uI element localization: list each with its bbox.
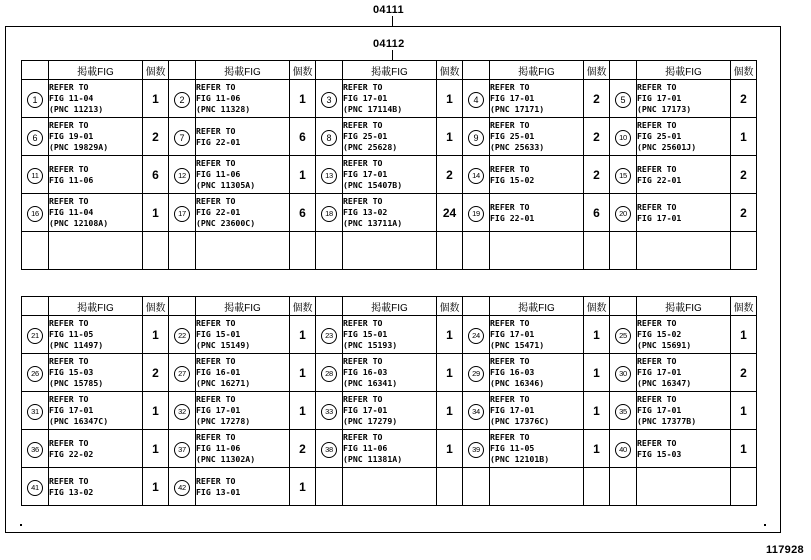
reference-cell: REFER TO FIG 15-03 [637,430,731,468]
reference-cell: REFER TO FIG 11-05 (PNC 12101B) [490,430,584,468]
item-number-cell [169,80,196,118]
item-number-cell [22,80,49,118]
header-fig: 掲載FIG [196,297,290,316]
item-number-badge: 29 [468,366,484,382]
count-cell: 6 [143,156,169,194]
item-number-badge: 35 [615,404,631,420]
item-number-badge: 22 [174,328,190,344]
count-cell: 1 [143,392,169,430]
item-number-badge: 40 [615,442,631,458]
header-blank-cell [610,61,637,80]
reference-cell: REFER TO FIG 17-01 (PNC 16347) [637,354,731,392]
table-row [22,194,757,232]
reference-cell: REFER TO FIG 22-01 (PNC 23600C) [196,194,290,232]
header-count: 個数 [731,61,757,80]
header-blank-cell [316,297,343,316]
reference-cell: REFER TO FIG 17-01 (PNC 17279) [343,392,437,430]
header-count: 個数 [290,297,316,316]
item-number-badge: 15 [615,168,631,184]
item-number-cell [610,80,637,118]
item-number-cell [610,194,637,232]
reference-cell [490,468,584,506]
count-cell [437,468,463,506]
count-cell: 1 [143,80,169,118]
count-cell: 1 [731,316,757,354]
item-number-badge: 17 [174,206,190,222]
reference-cell: REFER TO FIG 17-01 (PNC 17278) [196,392,290,430]
item-number-badge: 38 [321,442,337,458]
item-number-badge: 5 [615,92,631,108]
item-number-cell [610,430,637,468]
reference-cell: REFER TO FIG 15-03 (PNC 15785) [49,354,143,392]
reference-cell [490,232,584,270]
parts-table-2 [21,296,757,506]
count-cell: 1 [290,316,316,354]
header-blank-cell [610,297,637,316]
item-number-cell [463,468,490,506]
corner-mark-right [764,524,766,526]
reference-cell [637,468,731,506]
reference-cell: REFER TO FIG 13-02 [49,468,143,506]
count-cell [584,232,610,270]
reference-cell: REFER TO FIG 25-01 (PNC 25601J) [637,118,731,156]
item-number-cell [169,194,196,232]
count-cell: 2 [584,118,610,156]
item-number-cell [463,232,490,270]
item-number-cell [22,156,49,194]
item-number-cell [316,468,343,506]
reference-cell: REFER TO FIG 16-01 (PNC 16271) [196,354,290,392]
reference-cell: REFER TO FIG 16-03 (PNC 16346) [490,354,584,392]
count-cell [437,232,463,270]
count-cell [731,468,757,506]
parts-table-1 [21,60,757,270]
header-blank-cell [316,61,343,80]
item-number-cell [610,354,637,392]
count-cell: 2 [731,194,757,232]
header-count: 個数 [143,61,169,80]
table-row [22,392,757,430]
header-blank-cell [169,61,196,80]
item-number-badge: 28 [321,366,337,382]
item-number-badge: 21 [27,328,43,344]
item-number-badge: 24 [468,328,484,344]
count-cell [143,232,169,270]
item-number-cell [610,156,637,194]
count-cell: 2 [731,156,757,194]
count-cell: 1 [584,354,610,392]
item-number-badge: 36 [27,442,43,458]
item-number-cell [316,392,343,430]
item-number-badge: 13 [321,168,337,184]
count-cell: 2 [731,354,757,392]
item-number-badge: 41 [27,480,43,496]
header-fig: 掲載FIG [196,61,290,80]
reference-cell: REFER TO FIG 11-06 (PNC 11305A) [196,156,290,194]
count-cell: 1 [731,392,757,430]
item-number-cell [22,354,49,392]
item-number-cell [610,392,637,430]
count-cell: 1 [584,392,610,430]
item-number-badge: 32 [174,404,190,420]
reference-cell: REFER TO FIG 22-01 [196,118,290,156]
count-cell: 24 [437,194,463,232]
item-number-badge: 11 [27,168,43,184]
reference-cell: REFER TO FIG 11-06 (PNC 11302A) [196,430,290,468]
item-number-cell [316,194,343,232]
item-number-badge: 26 [27,366,43,382]
item-number-cell [463,118,490,156]
table-row [22,80,757,118]
reference-cell: REFER TO FIG 17-01 [637,194,731,232]
item-number-badge: 3 [321,92,337,108]
reference-cell: REFER TO FIG 25-01 (PNC 25633) [490,118,584,156]
count-cell: 6 [584,194,610,232]
count-cell: 6 [290,194,316,232]
header-fig: 掲載FIG [637,297,731,316]
item-number-cell [316,430,343,468]
item-number-cell [463,392,490,430]
count-cell: 1 [437,316,463,354]
item-number-badge: 8 [321,130,337,146]
item-number-badge: 37 [174,442,190,458]
header-count: 個数 [437,61,463,80]
header-fig: 掲載FIG [490,297,584,316]
reference-cell: REFER TO FIG 13-02 (PNC 13711A) [343,194,437,232]
reference-cell: REFER TO FIG 15-02 (PNC 15691) [637,316,731,354]
reference-cell: REFER TO FIG 15-01 (PNC 15149) [196,316,290,354]
reference-cell: REFER TO FIG 19-01 (PNC 19829A) [49,118,143,156]
item-number-cell [463,194,490,232]
reference-cell [196,232,290,270]
header-fig: 掲載FIG [343,297,437,316]
reference-cell: REFER TO FIG 11-06 [49,156,143,194]
item-number-cell [316,316,343,354]
count-cell: 1 [437,430,463,468]
count-cell: 6 [290,118,316,156]
reference-cell: REFER TO FIG 25-01 (PNC 25628) [343,118,437,156]
item-number-badge: 20 [615,206,631,222]
top-label: 04111 [373,4,404,16]
header-count: 個数 [143,297,169,316]
item-number-cell [169,392,196,430]
item-number-cell [316,118,343,156]
item-number-cell [22,392,49,430]
reference-cell: REFER TO FIG 15-01 (PNC 15193) [343,316,437,354]
item-number-badge: 6 [27,130,43,146]
header-fig: 掲載FIG [49,297,143,316]
count-cell: 2 [584,156,610,194]
reference-cell: REFER TO FIG 11-04 (PNC 11213) [49,80,143,118]
count-cell: 2 [143,354,169,392]
top-leader-line [392,16,393,26]
item-number-cell [22,468,49,506]
sub-label: 04112 [373,38,405,50]
reference-cell: REFER TO FIG 17-01 (PNC 17376C) [490,392,584,430]
count-cell: 1 [290,80,316,118]
count-cell: 1 [731,118,757,156]
header-fig: 掲載FIG [343,61,437,80]
item-number-cell [22,430,49,468]
count-cell: 2 [143,118,169,156]
item-number-badge: 14 [468,168,484,184]
count-cell: 1 [290,156,316,194]
item-number-badge: 31 [27,404,43,420]
count-cell: 1 [143,316,169,354]
item-number-cell [316,232,343,270]
count-cell: 1 [584,316,610,354]
header-blank-cell [463,297,490,316]
reference-cell: REFER TO FIG 17-01 (PNC 17171) [490,80,584,118]
item-number-badge: 23 [321,328,337,344]
table-row [22,118,757,156]
reference-cell: REFER TO FIG 11-05 (PNC 11497) [49,316,143,354]
item-number-cell [463,354,490,392]
item-number-badge: 7 [174,130,190,146]
count-cell: 2 [290,430,316,468]
item-number-badge: 12 [174,168,190,184]
item-number-cell [610,232,637,270]
header-blank-cell [463,61,490,80]
header-row [22,297,757,316]
table-row [22,316,757,354]
header-count: 個数 [731,297,757,316]
count-cell [731,232,757,270]
item-number-badge: 42 [174,480,190,496]
reference-cell [49,232,143,270]
header-count: 個数 [584,297,610,316]
item-number-cell [169,118,196,156]
reference-cell: REFER TO FIG 22-01 [637,156,731,194]
count-cell: 2 [731,80,757,118]
table-row [22,354,757,392]
reference-cell: REFER TO FIG 17-01 (PNC 16347C) [49,392,143,430]
reference-cell: REFER TO FIG 17-01 (PNC 17114B) [343,80,437,118]
item-number-cell [169,430,196,468]
reference-cell: REFER TO FIG 22-01 [490,194,584,232]
header-count: 個数 [290,61,316,80]
reference-cell: REFER TO FIG 16-03 (PNC 16341) [343,354,437,392]
item-number-cell [169,316,196,354]
item-number-badge: 10 [615,130,631,146]
reference-cell: REFER TO FIG 11-06 (PNC 11381A) [343,430,437,468]
footer-code: 117928 [766,544,804,556]
reference-cell: REFER TO FIG 11-04 (PNC 12108A) [49,194,143,232]
table-row [22,232,757,270]
count-cell: 1 [731,430,757,468]
reference-cell [637,232,731,270]
item-number-badge: 39 [468,442,484,458]
item-number-cell [610,316,637,354]
item-number-cell [316,354,343,392]
reference-cell: REFER TO FIG 13-01 [196,468,290,506]
item-number-cell [169,232,196,270]
count-cell: 1 [290,468,316,506]
table-row [22,430,757,468]
count-cell: 1 [143,430,169,468]
count-cell: 1 [143,194,169,232]
reference-cell [343,232,437,270]
count-cell: 1 [437,392,463,430]
item-number-badge: 4 [468,92,484,108]
sub-leader-line [392,50,393,60]
item-number-cell [22,194,49,232]
count-cell [290,232,316,270]
count-cell: 1 [584,430,610,468]
count-cell [584,468,610,506]
reference-cell: REFER TO FIG 17-01 (PNC 17377B) [637,392,731,430]
count-cell: 2 [437,156,463,194]
header-blank-cell [169,297,196,316]
header-fig: 掲載FIG [637,61,731,80]
header-blank-cell [22,297,49,316]
item-number-badge: 19 [468,206,484,222]
item-number-cell [610,118,637,156]
item-number-cell [316,80,343,118]
table-row [22,468,757,506]
count-cell: 1 [290,392,316,430]
item-number-badge: 18 [321,206,337,222]
item-number-cell [463,156,490,194]
item-number-badge: 34 [468,404,484,420]
reference-cell: REFER TO FIG 22-02 [49,430,143,468]
reference-cell [343,468,437,506]
item-number-cell [22,118,49,156]
item-number-cell [610,468,637,506]
header-fig: 掲載FIG [49,61,143,80]
item-number-cell [169,468,196,506]
item-number-badge: 1 [27,92,43,108]
item-number-badge: 2 [174,92,190,108]
reference-cell: REFER TO FIG 17-01 (PNC 15471) [490,316,584,354]
item-number-badge: 25 [615,328,631,344]
item-number-cell [169,354,196,392]
reference-cell: REFER TO FIG 17-01 (PNC 17173) [637,80,731,118]
corner-mark-left [20,524,22,526]
item-number-badge: 30 [615,366,631,382]
item-number-badge: 33 [321,404,337,420]
item-number-cell [463,80,490,118]
count-cell: 1 [437,354,463,392]
item-number-badge: 16 [27,206,43,222]
header-count: 個数 [584,61,610,80]
table-row [22,156,757,194]
count-cell: 1 [437,80,463,118]
count-cell: 2 [584,80,610,118]
header-count: 個数 [437,297,463,316]
item-number-cell [316,156,343,194]
header-fig: 掲載FIG [490,61,584,80]
count-cell: 1 [290,354,316,392]
reference-cell: REFER TO FIG 17-01 (PNC 15407B) [343,156,437,194]
reference-cell: REFER TO FIG 15-02 [490,156,584,194]
header-row [22,61,757,80]
item-number-cell [169,156,196,194]
reference-cell: REFER TO FIG 11-06 (PNC 11328) [196,80,290,118]
item-number-cell [22,232,49,270]
item-number-cell [463,316,490,354]
item-number-cell [463,430,490,468]
item-number-cell [22,316,49,354]
item-number-badge: 9 [468,130,484,146]
count-cell: 1 [437,118,463,156]
item-number-badge: 27 [174,366,190,382]
count-cell: 1 [143,468,169,506]
header-blank-cell [22,61,49,80]
